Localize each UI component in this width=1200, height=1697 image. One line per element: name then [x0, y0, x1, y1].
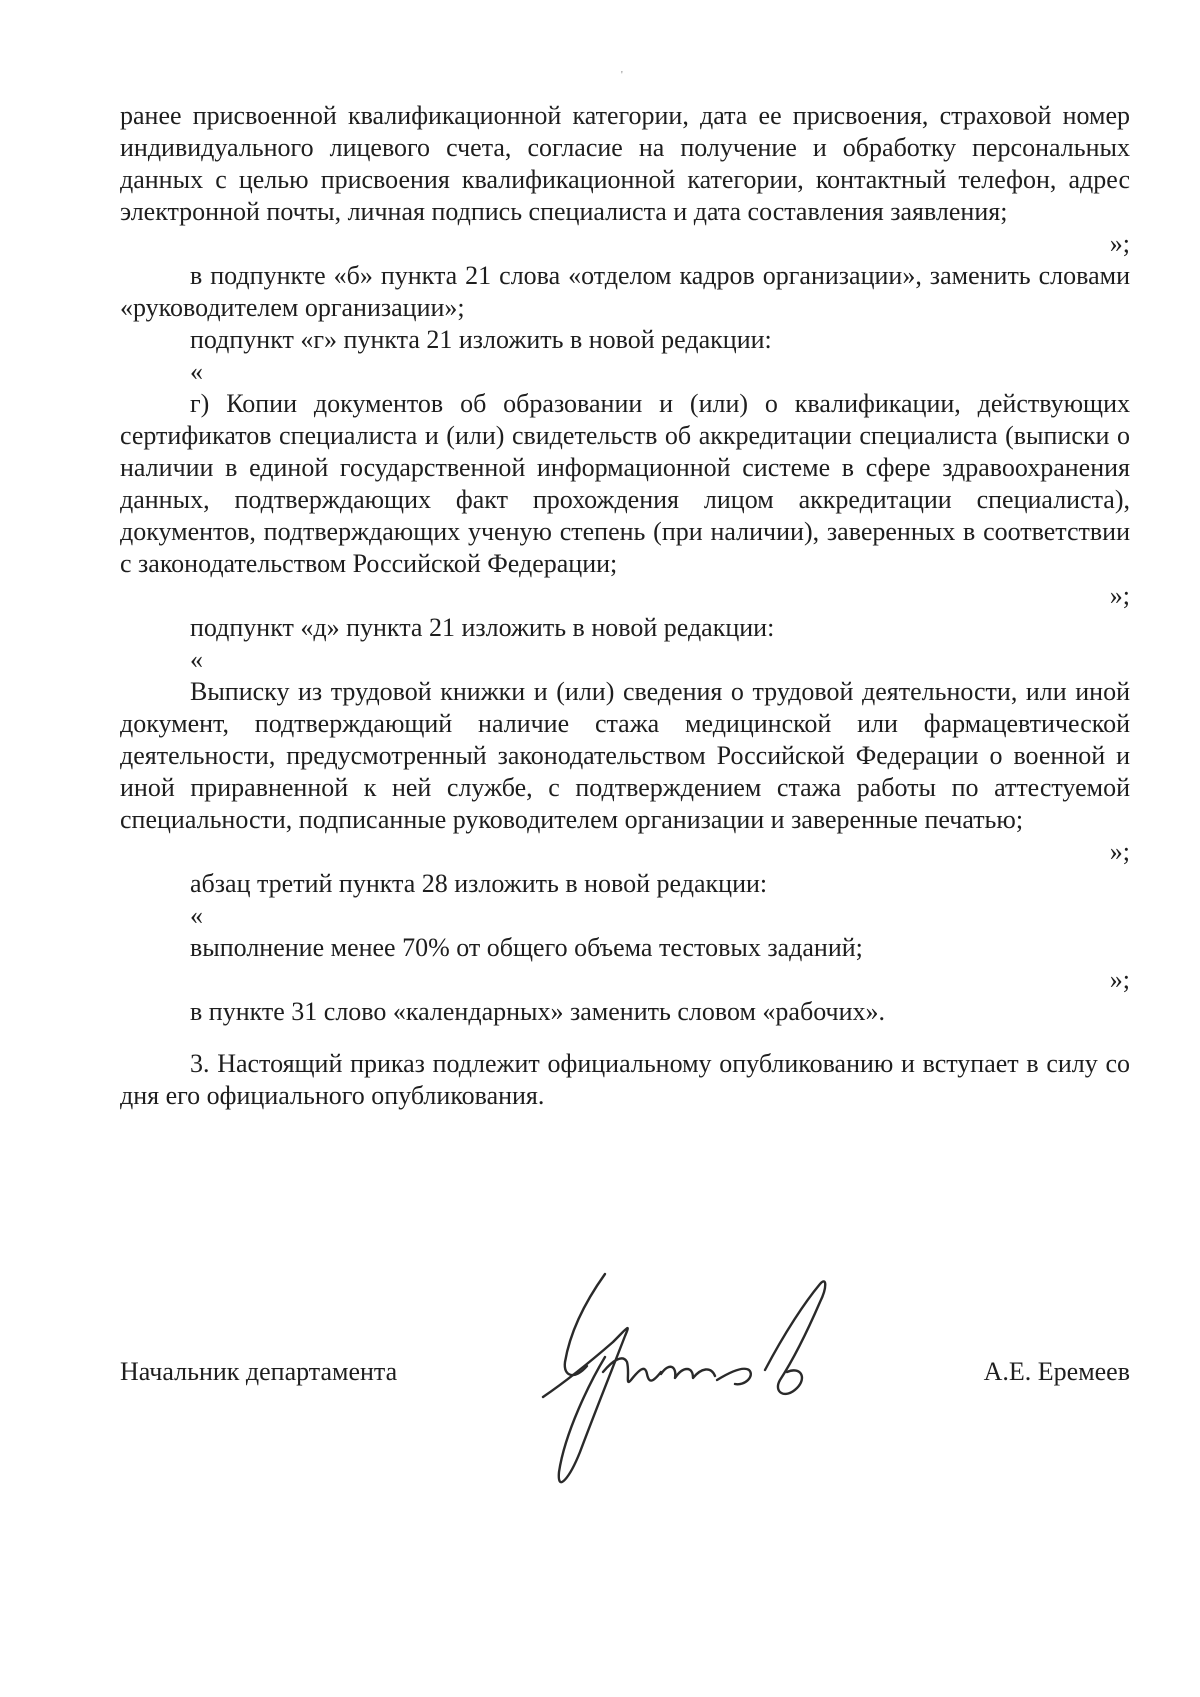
- opening-quote: «: [190, 901, 203, 930]
- paragraph-clause-3: 3. Настоящий приказ подлежит официальному опубликованию и вступает в силу со дня его официального опубликования.: [120, 1049, 1130, 1110]
- opening-quote: «: [190, 357, 203, 386]
- paragraph-subitem-g-text: г) Копии документов об образовании и (или) о квалификации, действующих сертификатов специалиста и (или) свидетельств об аккредитации специалиста (выписки о наличии в единой государственной информационной системе в сфере здравоохранения данных, подтверждающих факт прохождения лицом аккредитации специалиста), документов, подтверждающих ученую степень (при наличии), заверенных в соответствии с законодательством Российской Федерации;: [120, 389, 1130, 578]
- handwritten-signature: [535, 1262, 855, 1502]
- signatory-name: А.Е. Еремеев: [983, 1357, 1130, 1386]
- paragraph-subitem-d-text: Выписку из трудовой книжки и (или) сведения о трудовой деятельности, или иной документ, подтверждающий наличие стажа медицинской или фармацевтической деятельности, предусмотренный законодательством Российской Федерации о военной и иной приравненной к ней службе, с подтверждением стажа работы по аттестуемой специальности, подписанные руководителем организации и заверенные печатью;: [120, 677, 1130, 834]
- opening-quote: «: [190, 645, 203, 674]
- paragraph-item-31: в пункте 31 слово «календарных» заменить словом «рабочих».: [190, 997, 886, 1026]
- paragraph-item-28-intro: абзац третий пункта 28 изложить в новой редакции:: [190, 869, 768, 898]
- paragraph-item-28-text: выполнение менее 70% от общего объема тестовых заданий;: [190, 933, 863, 962]
- document-body: [120, 100, 1130, 1112]
- closing-quote: »;: [1109, 965, 1130, 994]
- signatory-position: Начальник департамента: [120, 1357, 398, 1386]
- paragraph-subitem-b: в подпункте «б» пункта 21 слова «отделом кадров организации», заменить словами «руководителем организации»;: [120, 261, 1130, 322]
- page-mark: ': [621, 70, 623, 81]
- closing-quote: »;: [1109, 837, 1130, 866]
- closing-quote: »;: [1109, 229, 1130, 258]
- paragraph-continuation: ранее присвоенной квалификационной категории, дата ее присвоения, страховой номер индивидуального лицевого счета, согласие на получение и обработку персональных данных с целью присвоения квалификационной категории, контактный телефон, адрес электронной почты, личная подпись специалиста и дата составления заявления;: [120, 101, 1130, 226]
- paragraph-subitem-d-intro: подпункт «д» пункта 21 изложить в новой редакции:: [190, 613, 775, 642]
- closing-quote: »;: [1109, 581, 1130, 610]
- paragraph-subitem-g-intro: подпункт «г» пункта 21 изложить в новой редакции:: [190, 325, 772, 354]
